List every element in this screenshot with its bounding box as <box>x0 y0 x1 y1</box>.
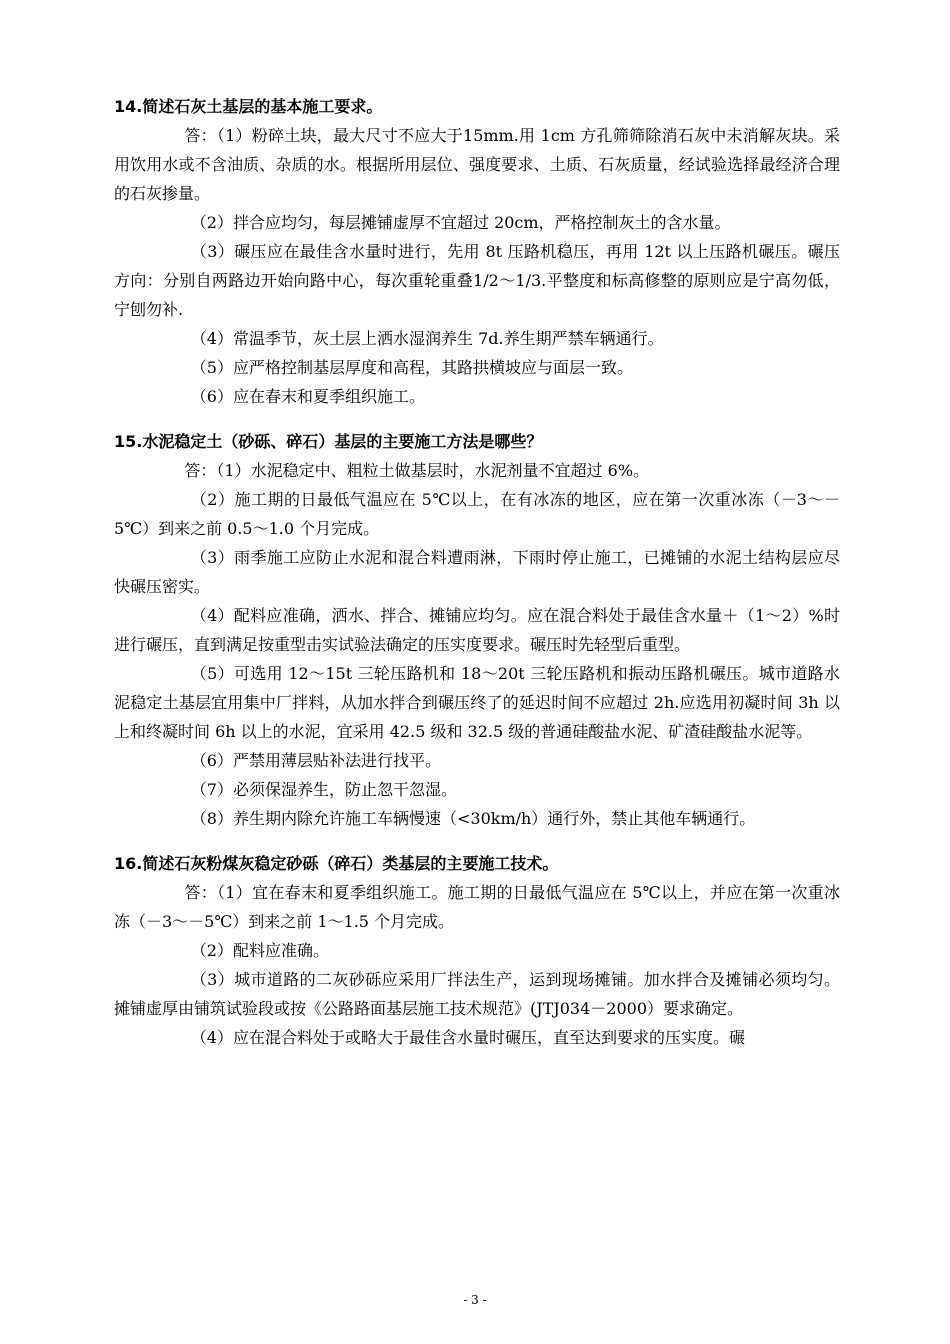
answer-paragraph: （3）城市道路的二灰砂砾应采用厂拌法生产，运到现场摊铺。加水拌合及摊铺必须均匀。摊铺虚厚由铺筑试验段或按《公路路面基层施工技术规范》(JTJ034－2000）要求确定。 <box>114 970 840 1018</box>
answer-paragraph: （3）碾压应在最佳含水量时进行，先用 8t 压路机稳压，再用 12t 以上压路机碾压。碾压方向：分别自两路边开始向路中心，每次重轮重叠1/2～1/3.平整度和标高修整的原则应是宁高勿低，宁刨勿补. <box>114 242 840 319</box>
section-heading: 15.水泥稳定土（砂砾、碎石）基层的主要施工方法是哪些？ <box>114 432 543 451</box>
answer-paragraph: 答：（1）水泥稳定中、粗粒土做基层时，水泥剂量不宜超过 6%。 <box>184 461 650 480</box>
answer-paragraph: （2）施工期的日最低气温应在 5℃以上，在有冰冻的地区，应在第一次重冰冻（－3～－5℃）到来之前 0.5～1.0 个月完成。 <box>114 490 840 538</box>
section-14 <box>114 92 840 411</box>
document-page <box>114 92 840 1052</box>
page-number: - 3 - <box>463 1293 487 1307</box>
answer-paragraph: （8）养生期内除允许施工车辆慢速（<30km/h）通行外，禁止其他车辆通行。 <box>190 809 756 828</box>
answer-paragraph: 答：（1）宜在春末和夏季组织施工。施工期的日最低气温应在 5℃以上，并应在第一次重冰冻（－3～－5℃）到来之前 1～1.5 个月完成。 <box>114 883 840 931</box>
answer-paragraph: （7）必须保湿养生，防止忽干忽湿。 <box>190 780 457 799</box>
section-15 <box>114 427 840 833</box>
answer-paragraph: （2）配料应准确。 <box>190 941 329 960</box>
section-heading: 16.简述石灰粉煤灰稳定砂砾（碎石）类基层的主要施工技术。 <box>114 854 559 873</box>
answer-paragraph: （6）严禁用薄层贴补法进行找平。 <box>190 751 441 770</box>
answer-paragraph: （3）雨季施工应防止水泥和混合料遭雨淋，下雨时停止施工，已摊铺的水泥土结构层应尽快碾压密实。 <box>114 548 840 596</box>
answer-paragraph: （5）应严格控制基层厚度和高程，其路拱横坡应与面层一致。 <box>190 358 633 377</box>
answer-paragraph: （4）常温季节，灰土层上洒水湿润养生 7d.养生期严禁车辆通行。 <box>190 329 664 348</box>
answer-paragraph: （6）应在春末和夏季组织施工。 <box>190 387 425 406</box>
answer-paragraph: 答：（1）粉碎土块，最大尺寸不应大于15mm.用 1cm 方孔筛筛除消石灰中未消解灰块。采用饮用水或不含油质、杂质的水。根据所用层位、强度要求、土质、石灰质量，经试验选择最经济合理的石灰掺量。 <box>114 126 840 203</box>
answer-paragraph: （4）配料应准确，洒水、拌合、摊铺应均匀。应在混合料处于最佳含水量＋（1～2）%时进行碾压，直到满足按重型击实试验法确定的压实度要求。碾压时先轻型后重型。 <box>114 606 840 654</box>
answer-paragraph: （2）拌合应均匀，每层摊铺虚厚不宜超过 20cm，严格控制灰土的含水量。 <box>190 213 731 232</box>
answer-paragraph: （5）可选用 12～15t 三轮压路机和 18～20t 三轮压路机和振动压路机碾压。城市道路水泥稳定土基层宜用集中厂拌料，从加水拌合到碾压终了的延迟时间不应超过 2h.应选用初凝时间 3h 以上和终凝时间 6h 以上的水泥，宜采用 42.5 级和 32.5 级的普通硅酸盐水泥、矿渣硅酸盐水泥等。 <box>114 664 840 741</box>
answer-paragraph: （4）应在混合料处于或略大于最佳含水量时碾压，直至达到要求的压实度。碾 <box>190 1028 745 1047</box>
section-16 <box>114 849 840 1052</box>
section-heading: 14.简述石灰土基层的基本施工要求。 <box>114 97 383 116</box>
